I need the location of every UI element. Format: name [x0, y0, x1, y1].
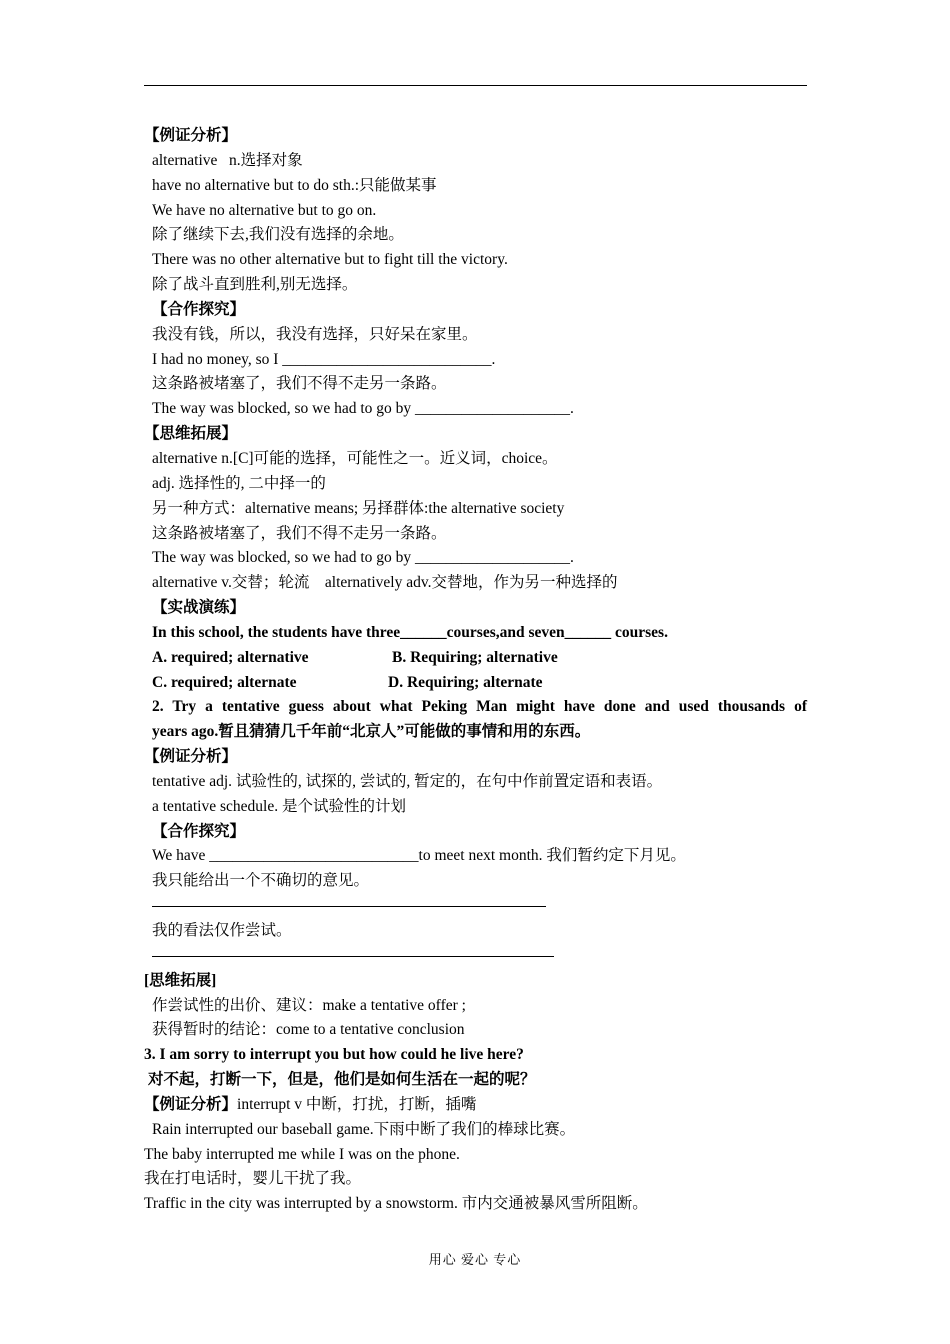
text-line: [144, 1093, 807, 1118]
sentence-3-translation: 对不起，打断一下，但是，他们是如何生活在一起的呢？: [148, 1071, 536, 1089]
fill-in-line: We have ___________________________to meet next month. 我们暂约定下月见。: [152, 847, 686, 865]
exercise-options: [144, 671, 807, 696]
text-line: have no alternative but to do sth.:只能做某事: [152, 176, 437, 194]
section-heading: 【合作探究】: [152, 822, 246, 840]
sentence-3-english: 3. I am sorry to interrupt you but how could he live here?: [144, 1046, 524, 1064]
section-heading: 【实战演练】: [152, 599, 246, 617]
text-line: tentative adj. 试验性的, 试探的, 尝试的, 暂定的，在句中作前置定语和表语。: [152, 772, 663, 790]
text-line: 我的看法仅作尝试。: [152, 922, 292, 939]
sentence-2-translation: years ago.暂且猜猜几千年前“北京人”可能做的事情和用的东西。: [152, 723, 591, 741]
text-line: adj. 选择性的, 二中择一的: [152, 474, 326, 492]
fill-in-line: The way was blocked, so we had to go by ____________________.: [152, 400, 574, 418]
exercise-question: In this school, the students have three______courses,and seven______ courses.: [152, 623, 668, 641]
section-heading: 【例证分析】: [144, 748, 238, 766]
text-line: Traffic in the city was interrupted by a snowstorm. 市内交通被暴风雪所阻断。: [144, 1195, 648, 1213]
document-body: [144, 124, 807, 1217]
text-line: a tentative schedule. 是个试验性的计划: [152, 797, 406, 815]
option-a: A. required; alternative: [152, 648, 309, 666]
section-heading: 【例证分析】: [144, 127, 238, 144]
section-heading: 【思维拓展】: [144, 425, 238, 443]
fill-in-line: I had no money, so I ___________________________.: [152, 350, 496, 368]
text-line: 我没有钱，所以，我没有选择，只好呆在家里。: [152, 325, 478, 343]
header-rule: [144, 85, 807, 86]
text-line: We have no alternative but to go on.: [152, 201, 377, 219]
page-footer: 用心 爱心 专心: [428, 1252, 522, 1267]
text-line: alternative n.选择对象: [152, 151, 303, 169]
exercise-options: [144, 646, 807, 671]
text-line: 这条路被堵塞了，我们不得不走另一条路。: [152, 524, 447, 542]
option-b: B. Requiring; alternative: [392, 648, 558, 666]
text-line: 除了战斗直到胜利,别无选择。: [152, 276, 358, 294]
fill-in-line: The way was blocked, so we had to go by ____________________.: [152, 549, 574, 567]
answer-blank: [144, 894, 807, 919]
sentence-2-english: 2. Try a tentative guess about what Peking Man might have done and used thousands of: [152, 698, 807, 716]
option-d: D. Requiring; alternate: [388, 673, 543, 691]
text-line: 我只能给出一个不确切的意见。: [152, 872, 370, 890]
text-line: 获得暂时的结论：come to a tentative conclusion: [152, 1021, 465, 1039]
answer-blank: [144, 944, 807, 969]
section-heading: [思维拓展]: [144, 971, 217, 989]
text-line: alternative v.交替；轮流 alternatively adv.交替地，作为另一种选择的: [152, 574, 618, 592]
text-line: 除了继续下去,我们没有选择的余地。: [152, 226, 404, 244]
text-line: 作尝试性的出价、建议：make a tentative offer ;: [152, 996, 466, 1014]
section-heading: 【合作探究】: [152, 300, 246, 318]
text-line: There was no other alternative but to fight till the victory.: [152, 251, 508, 269]
section-heading: 【例证分析】: [144, 1095, 238, 1113]
text-line: Rain interrupted our baseball game.下雨中断了我们的棒球比赛。: [152, 1120, 576, 1138]
option-c: C. required; alternate: [152, 673, 297, 691]
text-line: 这条路被堵塞了，我们不得不走另一条路。: [152, 375, 447, 393]
text-line: 我在打电话时，婴儿干扰了我。: [144, 1170, 362, 1188]
text-line: 另一种方式：alternative means; 另择群体:the alternative society: [152, 499, 565, 517]
text-line: alternative n.[C]可能的选择，可能性之一。近义词，choice。: [152, 449, 558, 467]
definition-text: interrupt v 中断，打扰，打断，插嘴: [237, 1095, 477, 1113]
text-line: The baby interrupted me while I was on the phone.: [144, 1145, 460, 1163]
